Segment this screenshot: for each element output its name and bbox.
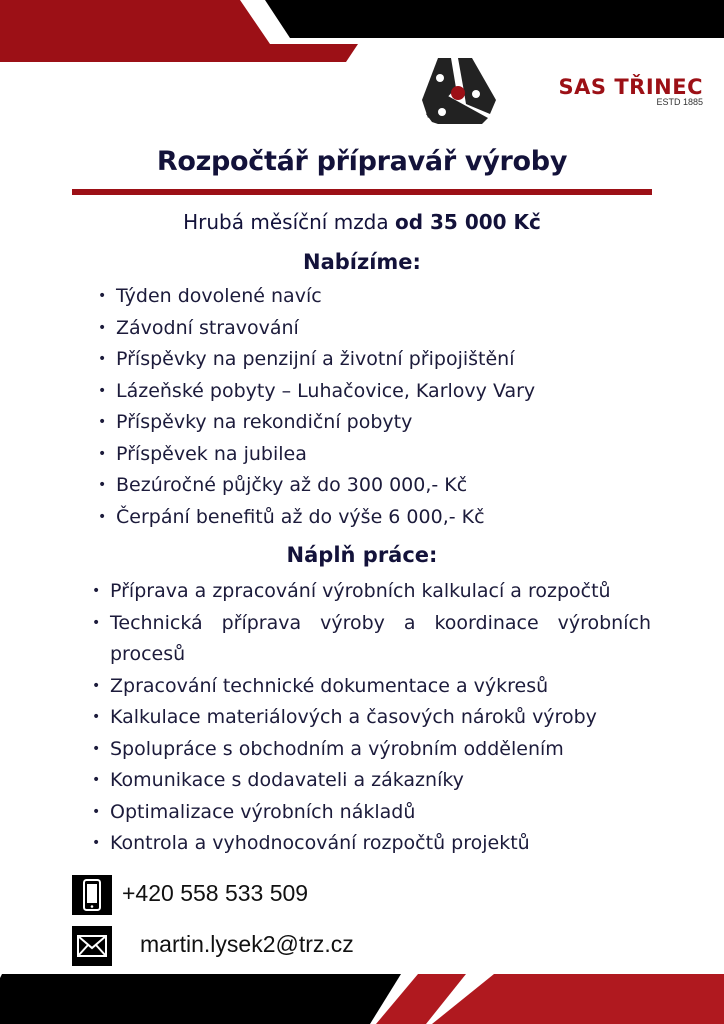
offer-item-text: Bezúročné půjčky až do 300 000,- Kč <box>116 474 468 496</box>
offer-item <box>98 344 656 376</box>
work-item <box>92 608 651 671</box>
offer-item <box>98 313 656 345</box>
work-item-text: Kontrola a vyhodnocování rozpočtů projektů <box>110 832 530 854</box>
salary-prefix: Hrubá měsíční mzda <box>183 210 389 234</box>
bullet: • <box>98 414 107 430</box>
bullet: • <box>92 803 101 820</box>
offer-heading: Nabízíme: <box>303 250 421 274</box>
work-item <box>92 671 651 703</box>
bullet: • <box>98 382 107 399</box>
bottom-decorative-band <box>0 972 724 1024</box>
offer-item-text: Čerpání benefitů až do výše 6 000,- Kč <box>116 505 485 528</box>
bullet: • <box>92 583 101 599</box>
salary-line <box>0 210 724 234</box>
job-title: Rozpočtář přípravář výroby <box>156 146 568 177</box>
title-divider <box>72 189 652 195</box>
bullet: • <box>92 709 101 725</box>
work-item-text: Optimalizace výrobních nákladů <box>110 800 416 823</box>
work-item-text: Spolupráce s obchodním a výrobním oddělením <box>110 737 564 760</box>
bullet: • <box>98 477 107 493</box>
offer-item-text: Příspěvek na jubilea <box>116 442 307 465</box>
offer-item-text: Lázeňské pobyty – Luhačovice, Karlovy Vary <box>116 379 536 402</box>
bullet: • <box>92 740 101 757</box>
offer-item <box>98 376 656 408</box>
bullet: • <box>98 319 107 336</box>
top-decorative-band <box>0 0 724 64</box>
work-item <box>92 576 651 608</box>
brand-block <box>523 76 703 107</box>
offer-item <box>98 470 656 502</box>
mobile-phone-icon <box>72 875 112 915</box>
work-list <box>92 576 651 860</box>
work-item <box>92 797 651 829</box>
bullet: • <box>98 288 107 304</box>
work-item-text: Kalkulace materiálových a časových nároků výroby <box>110 706 597 728</box>
offer-item <box>98 439 656 471</box>
brand-name: SAS TŘINEC <box>558 75 703 99</box>
bullet: • <box>98 351 107 367</box>
contact-email[interactable]: martin.lysek2@trz.cz <box>140 931 354 957</box>
work-item-text: Zpracování technické dokumentace a výkresů <box>110 674 549 697</box>
work-item-text: Příprava a zpracování výrobních kalkulací a rozpočtů <box>110 580 611 602</box>
brand-established: ESTD 1885 <box>656 97 703 107</box>
contact-phone[interactable]: +420 558 533 509 <box>122 880 309 906</box>
bullet: • <box>92 772 101 788</box>
bullet: • <box>92 614 101 631</box>
bullet: • <box>98 508 107 525</box>
offer-item <box>98 407 656 439</box>
offer-item-text: Týden dovolené navíc <box>116 285 322 307</box>
sas-trinec-logo-icon <box>418 56 500 126</box>
work-heading: Náplň práce: <box>286 543 438 567</box>
offer-item <box>98 502 656 534</box>
offer-item-text: Příspěvky na penzijní a životní připojištění <box>116 348 515 370</box>
offer-item-text: Závodní stravování <box>116 316 299 339</box>
offer-item <box>98 281 656 313</box>
work-item <box>92 765 651 797</box>
work-item <box>92 702 651 734</box>
bullet: • <box>98 445 107 462</box>
bullet: • <box>92 835 101 851</box>
offer-list <box>98 281 656 533</box>
top-black-shape <box>265 0 724 38</box>
envelope-icon <box>72 926 112 966</box>
bullet: • <box>92 677 101 694</box>
work-item <box>92 828 651 860</box>
work-item <box>92 734 651 766</box>
work-item-text: Komunikace s dodavateli a zákazníky <box>110 769 464 791</box>
salary-amount: od 35 000 Kč <box>395 210 541 234</box>
bottom-black-shape <box>0 974 401 1024</box>
offer-item-text: Příspěvky na rekondiční pobyty <box>116 411 413 433</box>
work-item-text: Technická příprava výroby a koordinace výrobních procesů <box>110 611 651 665</box>
bottom-red-shape <box>432 974 724 1024</box>
